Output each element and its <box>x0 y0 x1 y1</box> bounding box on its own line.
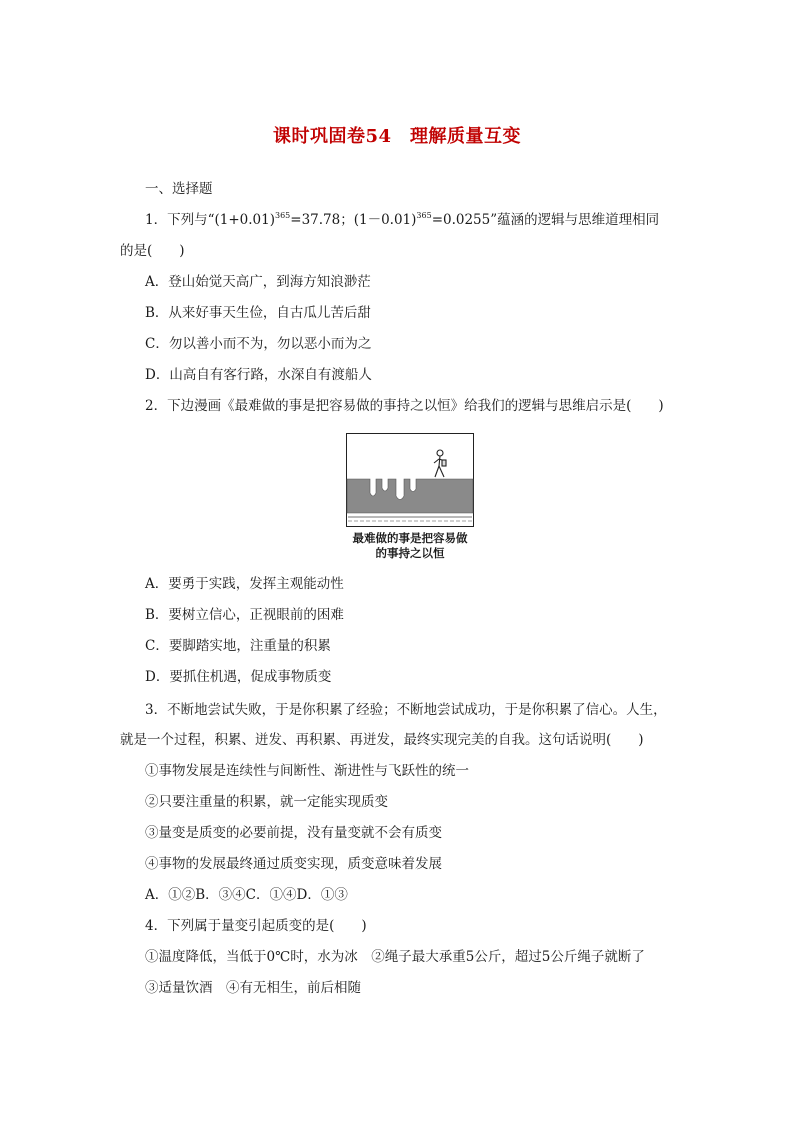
q3-item-3: ③量变是质变的必要前提，没有量变就不会有质变 <box>145 825 442 841</box>
q1-stem-part-c: =0.0255”蕴涵的逻辑与思维道理相同 <box>431 212 660 228</box>
comic-illustration <box>346 433 474 527</box>
q4-stem: 4．下列属于量变引起质变的是( ) <box>145 918 367 934</box>
q1-option-b: B．从来好事天生俭，自古瓜儿苦后甜 <box>145 305 371 321</box>
q3-item-1: ①事物发展是连续性与间断性、渐进性与飞跃性的统一 <box>145 763 469 779</box>
q2-option-c: C．要脚踏实地，注重量的积累 <box>145 638 331 654</box>
q4-items-line2: ③适量饮酒 ④有无相生，前后相随 <box>145 980 361 996</box>
page-title: 课时巩固卷54 理解质量互变 <box>272 126 522 147</box>
q1-stem <box>145 210 659 230</box>
comic-caption-line1: 最难做的事是把容易做 <box>352 531 468 545</box>
q1-stem-part-b: =37.78；(1－0.01) <box>290 212 417 228</box>
q3-stem-line2: 就是一个过程，积累、迸发、再积累、再迸发，最终实现完美的自我。这句话说明( ) <box>120 732 644 748</box>
q1-stem-line2: 的是( ) <box>120 243 185 259</box>
q3-choices: A．①②B．③④C．①④D．①③ <box>145 887 348 903</box>
q1-option-d: D．山高自有客行路，水深自有渡船人 <box>145 367 372 383</box>
q1-exponent-2: 365 <box>416 211 432 220</box>
q2-option-a: A．要勇于实践，发挥主观能动性 <box>145 576 344 592</box>
q4-items-line1: ①温度降低，当低于0℃时，水为冰 ②绳子最大承重5公斤，超过5公斤绳子就断了 <box>145 949 645 965</box>
q1-option-c: C．勿以善小而不为，勿以恶小而为之 <box>145 336 372 352</box>
q2-option-d: D．要抓住机遇，促成事物质变 <box>145 669 332 685</box>
q1-option-a: A．登山始觉天高广，到海方知浪渺茫 <box>145 274 371 290</box>
q1-stem-part-a: 1．下列与“(1+0.01) <box>145 212 275 228</box>
q3-item-4: ④事物的发展最终通过质变实现，质变意味着发展 <box>145 856 442 872</box>
q1-exponent-1: 365 <box>274 211 291 220</box>
comic-caption-line2: 的事持之以恒 <box>375 546 445 560</box>
q2-option-b: B．要树立信心，正视眼前的困难 <box>145 607 344 623</box>
section-heading: 一、选择题 <box>145 181 213 197</box>
q2-stem: 2．下边漫画《最难做的事是把容易做的事持之以恒》给我们的逻辑与思维启示是( ) <box>145 398 664 414</box>
q3-stem-line1: 3．不断地尝试失败，于是你积累了经验；不断地尝试成功，于是你积累了信心。人生， <box>145 702 667 718</box>
q3-item-2: ②只要注重量的积累，就一定能实现质变 <box>145 794 388 810</box>
